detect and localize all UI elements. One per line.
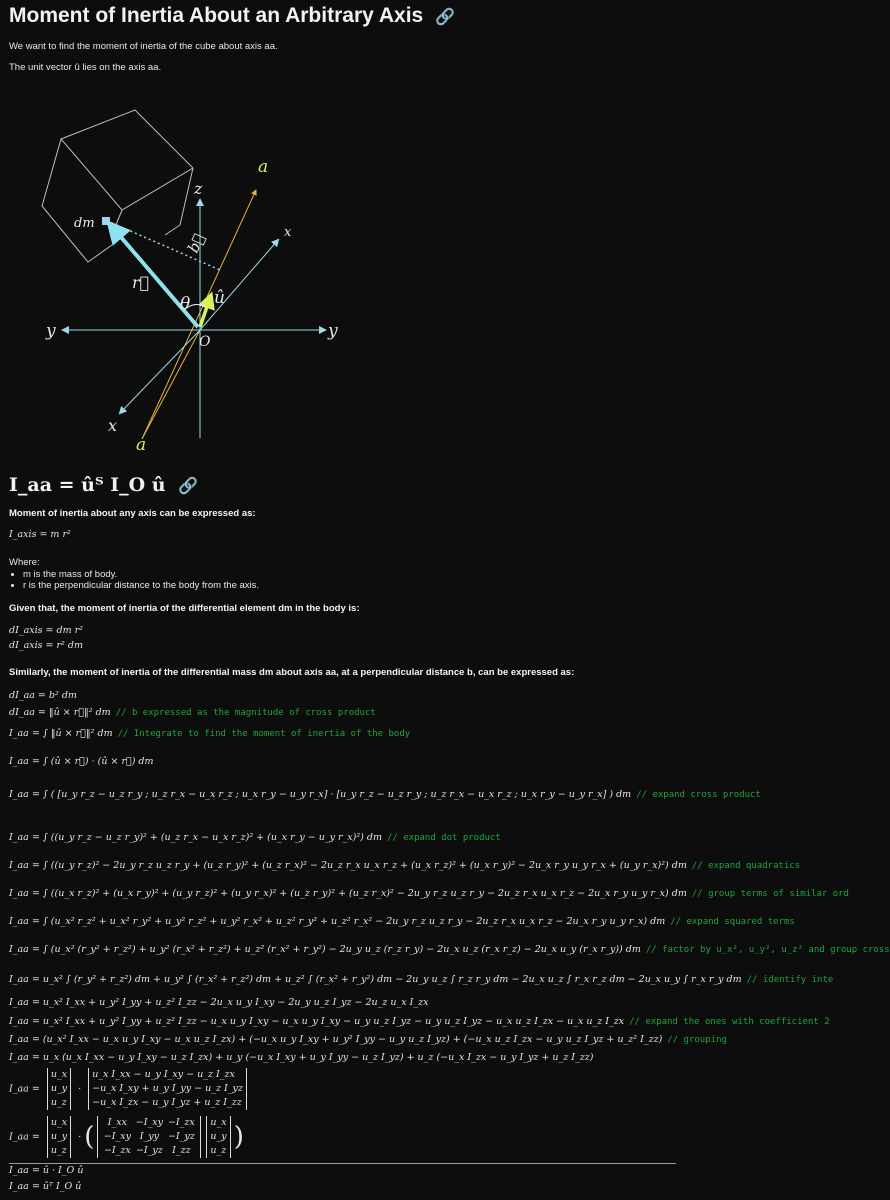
matrix-eq1-lhs: I_aa = [9, 1083, 40, 1095]
derivation-line [9, 789, 761, 800]
section-heading-text: I_aa = ûᵀ I_O û [9, 474, 166, 496]
matrix-cell: u_x [50, 1069, 68, 1080]
axis-diagram [0, 95, 400, 465]
matrix-cell: I_xx [107, 1117, 127, 1128]
derivation-equation: I_aa = ∫ ((u_y r_z)² − 2u_y r_z u_z r_y + (u_z r_y)² + (u_z r_x)² − 2u_z r_x u_x r_z + (u_x r_z)² + (u_x r_y)² − 2u_x r_y u_y r_x + (u_y r_x)²) dm [9, 860, 687, 871]
where-label: Where: [9, 557, 40, 568]
equation-2a: dI_axis = dm r² [9, 625, 83, 636]
derivation-line [9, 860, 800, 871]
matrix-equation-2: I_aa = u_x u_y u_z · ( I_xx −I_xy −I_zx −I_xy I_yy −I_yz −I_zx −I_yz I_zz u_x u_y u_z ) [9, 1117, 244, 1156]
derivation-line [9, 728, 410, 739]
link-icon[interactable]: 🔗 [435, 9, 455, 26]
axis-aa-line [142, 190, 256, 439]
derivation-line [9, 1016, 830, 1027]
matrix-cell: u_z [210, 1145, 227, 1156]
matrix-cell: I_zz [172, 1145, 191, 1156]
derivation-comment: // group terms of similar ord [691, 889, 849, 899]
label-origin: O [199, 334, 211, 350]
label-a-top: a [258, 157, 269, 177]
matrix-cell: u_y [50, 1131, 68, 1142]
matrix-cell: u_x [210, 1117, 227, 1128]
derivation-comment: // expand dot product [386, 833, 501, 843]
section-link-icon[interactable]: 🔗 [178, 476, 199, 495]
matrix-cell: −u_x I_xy + u_y I_yy − u_z I_yz [92, 1083, 243, 1094]
matrix-cell: −I_zx [103, 1145, 131, 1156]
label-y-left: y [46, 321, 56, 341]
derivation-equation: I_aa = ∫ ((u_x r_z)² + (u_x r_y)² + (u_y r_z)² + (u_y r_x)² + (u_z r_y)² + (u_z r_x)² − 2u_y r_z u_z r_y − 2u_z r_x u_x r_z − 2u_x r_y u_y r_x) dm [9, 888, 687, 899]
matrix-cell: u_z [50, 1145, 67, 1156]
matrix-cell: u_y [210, 1131, 227, 1142]
derivation-equation: I_aa = ∫ (u_x² (r_y² + r_z²) + u_y² (r_x² + r_z²) + u_z² (r_x² + r_y²) − 2u_y u_z (r_z r_y) − 2u_x u_z (r_x r_z) − 2u_x u_y (r_x r_y)) dm [9, 944, 641, 955]
matrix-eq2-lhs: I_aa = [9, 1131, 40, 1143]
derivation-line [9, 1052, 593, 1063]
paragraph-3: Similarly, the moment of inertia of the differential mass dm about axis aa, at a perpendicular distance b, can be expressed as: [9, 667, 575, 678]
matrix-cell: −u_x I_zx − u_y I_yz + u_z I_zz [92, 1097, 242, 1108]
derivation-line [9, 707, 376, 718]
derivation-equation: I_aa = ∫ ( [u_y r_z − u_z r_y ; u_z r_x − u_x r_z ; u_x r_y − u_y r_x] · [u_y r_z − u_z r_y ; u_z r_x − u_x r_z ; u_x r_y − u_y r_x] ) dm [9, 789, 632, 800]
label-b: b⃗ [184, 231, 209, 256]
product-column [88, 1068, 247, 1110]
paragraph-2: Given that, the moment of inertia of the differential element dm in the body is: [9, 603, 360, 614]
derivation-comment: // b expressed as the magnitude of cross product [115, 708, 376, 718]
inertia-tensor [97, 1116, 201, 1158]
bullet-item: • m is the mass of body. [23, 569, 259, 580]
derivation-equation: I_aa = ∫ (û × r⃗) · (û × r⃗) dm [9, 756, 154, 767]
intro-line-2: The unit vector û lies on the axis aa. [9, 62, 162, 73]
matrix-cell: −I_yz [135, 1145, 163, 1156]
vector-u-column-2 [206, 1116, 230, 1158]
derivation-comment: // expand squared terms [670, 917, 795, 927]
derivation-equation: I_aa = (u_x² I_xx − u_x u_y I_xy − u_x u_z I_zx) + (−u_x u_y I_xy + u_y² I_yy − u_y u_z I_yz) + (−u_x u_z I_zx − u_y u_z I_yz + u_z² I_zz) [9, 1034, 663, 1045]
label-z: z [194, 179, 203, 198]
matrix-cell: −I_zx [167, 1117, 195, 1128]
matrix-equation-1: I_aa = u_x u_y u_z · u_x I_xx − u_y I_xy − u_z I_zx −u_x I_xy + u_y I_yy − u_z I_yz −u_x I_zx − u_y I_yz + u_z I_zz [9, 1068, 247, 1110]
equation-1: I_axis = m r² [9, 529, 71, 540]
bullet-list [9, 569, 259, 591]
derivation-equation: I_aa = ∫ ‖û × r⃗‖² dm [9, 728, 113, 739]
intro-line-1: We want to find the moment of inertia of the cube about axis aa. [9, 41, 278, 52]
divider [9, 1163, 676, 1164]
matrix-cell: I_yy [139, 1131, 159, 1142]
derivation-equation: I_aa = u_x (u_x I_xx − u_y I_xy − u_z I_zx) + u_y (−u_x I_xy + u_y I_yy − u_z I_yz) + u_z (−u_x I_zx − u_y I_yz + u_z I_zz) [9, 1052, 594, 1063]
derivation-comment: // identify inte [746, 975, 834, 985]
label-r: r⃗ [132, 273, 150, 292]
derivation-line [9, 944, 890, 955]
derivation-comment: // grouping [667, 1035, 727, 1045]
matrix-cell: −I_xy [135, 1117, 163, 1128]
derivation-line [9, 888, 849, 899]
label-u: û [214, 288, 225, 308]
derivation-equation: I_aa = u_x² ∫ (r_y² + r_z²) dm + u_y² ∫ (r_x² + r_z²) dm + u_z² ∫ (r_x² + r_y²) dm − 2u_y u_z ∫ r_z r_y dm − 2u_x u_z ∫ r_x r_z dm − 2u_x u_y ∫ r_x r_y dm [9, 974, 742, 985]
matrix-cell: −I_yz [167, 1131, 195, 1142]
derivation-comment: // expand quadratics [691, 861, 801, 871]
cube-outline [42, 110, 193, 262]
derivation-equation: I_aa = ∫ (u_x² r_z² + u_x² r_y² + u_y² r_z² + u_y² r_x² + u_z² r_y² + u_z² r_x² − 2u_y r_z u_z r_y − 2u_z r_x u_x r_z − 2u_x r_y u_y r_x) dm [9, 916, 666, 927]
vector-u-column [47, 1116, 71, 1158]
matrix-cell: u_z [50, 1097, 67, 1108]
label-x-bottom: x [108, 416, 118, 435]
derivation-equation: I_aa = ∫ ((u_y r_z − u_z r_y)² + (u_z r_x − u_x r_z)² + (u_x r_y − u_y r_x)²) dm [9, 832, 382, 843]
derivation-comment: // factor by u_x², u_y², u_z² and group cross [645, 945, 890, 955]
final-equation-1: I_aa = û · I_O û [9, 1165, 84, 1176]
label-x-top: x [284, 225, 292, 240]
paragraph-1: Moment of inertia about any axis can be expressed as: [9, 508, 256, 519]
matrix-cell: −I_xy [103, 1131, 131, 1142]
derivation-comment: // expand cross product [636, 790, 761, 800]
derivation-line [9, 916, 795, 927]
label-y-right: y [328, 321, 338, 341]
derivation-comment: // Integrate to find the moment of inertia of the body [117, 729, 411, 739]
derivation-line [9, 832, 501, 843]
dm-marker [102, 217, 110, 225]
vector-u-column [47, 1068, 71, 1110]
derivation-line [9, 1034, 727, 1045]
section-heading [9, 474, 198, 496]
derivation-equation: I_aa = u_x² I_xx + u_y² I_yy + u_z² I_zz − 2u_x u_y I_xy − 2u_y u_z I_yz − 2u_z u_x I_zx [9, 997, 429, 1008]
derivation-equation: dI_aa = ‖û × r⃗‖² dm [9, 707, 111, 718]
matrix-cell: u_y [50, 1083, 68, 1094]
derivation-line [9, 974, 833, 985]
label-dm: dm [74, 216, 95, 231]
matrix-cell: u_x [50, 1117, 68, 1128]
equation-2b: dI_axis = r² dm [9, 640, 83, 651]
bullet-item: • r is the perpendicular distance to the body from the axis. [23, 580, 259, 591]
derivation-line [9, 690, 77, 701]
label-a-bottom: a [136, 435, 147, 455]
derivation-comment: // expand the ones with coefficient 2 [629, 1017, 830, 1027]
derivation-equation: dI_aa = b² dm [9, 690, 77, 701]
label-theta: θ [180, 294, 191, 314]
page-title-text: Moment of Inertia About an Arbitrary Axis [9, 4, 424, 27]
derivation-equation: I_aa = u_x² I_xx + u_y² I_yy + u_z² I_zz − u_x u_y I_xy − u_x u_y I_xy − u_y u_z I_yz − u_y u_z I_yz − u_x u_z I_zx − u_x u_z I_zx [9, 1016, 625, 1027]
derivation-line [9, 997, 429, 1008]
page-title [9, 4, 455, 28]
derivation-line [9, 756, 154, 767]
matrix-cell: u_x I_xx − u_y I_xy − u_z I_zx [92, 1069, 235, 1080]
x-axis-top [200, 240, 278, 330]
final-equation-2: I_aa = ûᵀ I_O û [9, 1181, 82, 1192]
